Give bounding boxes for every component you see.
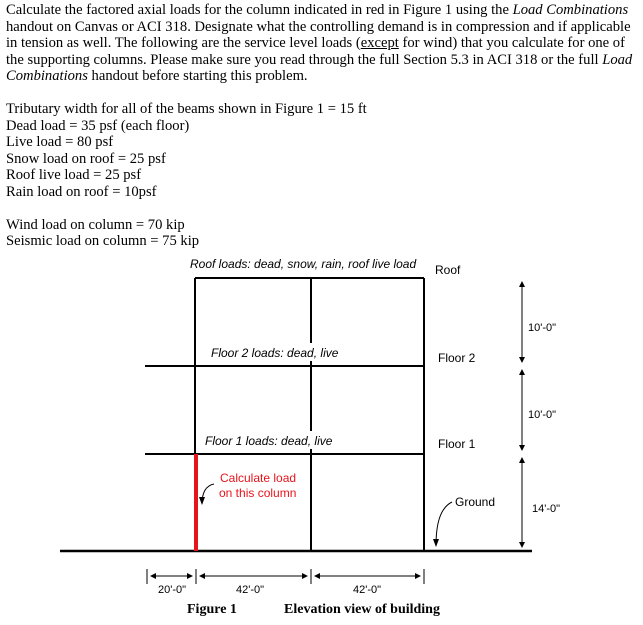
figure-caption-label: Figure 1 xyxy=(187,602,237,617)
lateral-load-line: Seismic load on column = 75 kip xyxy=(6,233,200,250)
handout-title-2: Load Combinations xyxy=(6,51,633,85)
level-floor1-label: Floor 1 xyxy=(438,437,476,451)
except-word: except xyxy=(360,35,399,52)
lateral-load-line: Wind load on column = 70 kip xyxy=(6,216,185,233)
figure-caption-text: Elevation view of building xyxy=(284,602,440,617)
callout-text-line2: on this column xyxy=(219,486,297,500)
intro-text-4: handout before starting this problem. xyxy=(87,68,308,85)
roof-loads-label: Roof loads: dead, snow, rain, roof live load xyxy=(190,257,417,271)
load-line: Tributary width for all of the beams shown in Figure 1 = 15 ft xyxy=(6,100,367,117)
level-floor2-label: Floor 2 xyxy=(438,351,476,365)
callout-arrow xyxy=(202,484,214,504)
floor2-loads-label: Floor 2 loads: dead, live xyxy=(211,346,339,360)
dim-span-1-label: 20'-0" xyxy=(158,584,187,596)
horizontal-dimension-lines xyxy=(147,569,424,584)
dim-span-3-label: 42'-0" xyxy=(353,584,382,596)
load-line: Snow load on roof = 25 psf xyxy=(6,150,166,167)
load-line: Dead load = 35 psf (each floor) xyxy=(6,117,190,134)
level-ground-label: Ground xyxy=(455,495,496,509)
intro-text-3: for wind) that you calculate for one of the supporting columns. Please make sure you read through the full Section 5.3 in ACI 318 or the full xyxy=(6,35,625,68)
level-roof-label: Roof xyxy=(435,263,461,277)
building-frame xyxy=(145,278,424,551)
dim-height-top-label: 10'-0" xyxy=(528,322,557,334)
dim-span-2-label: 42'-0" xyxy=(236,584,265,596)
handout-title: Load Combinations xyxy=(512,2,629,18)
floor1-loads-label: Floor 1 loads: dead, live xyxy=(205,434,333,448)
ground-pointer-arrow xyxy=(436,502,452,546)
load-line: Rain load on roof = 10psf xyxy=(6,183,157,200)
dim-height-bottom-label: 14'-0" xyxy=(532,503,561,515)
load-line: Roof live load = 25 psf xyxy=(6,167,142,184)
dim-height-mid-label: 10'-0" xyxy=(528,409,557,421)
intro-text-1: Calculate the factored axial loads for the column indicated in red in Figure 1 using the xyxy=(6,2,513,18)
load-line: Live load = 80 psf xyxy=(6,134,114,151)
callout-text-line1: Calculate load xyxy=(220,471,297,485)
intro-text-2: handout on Canvas or ACI 318. Designate what the controlling demand is in compression and if applicable in tension as well. The following are the service level loads ( xyxy=(6,18,631,52)
